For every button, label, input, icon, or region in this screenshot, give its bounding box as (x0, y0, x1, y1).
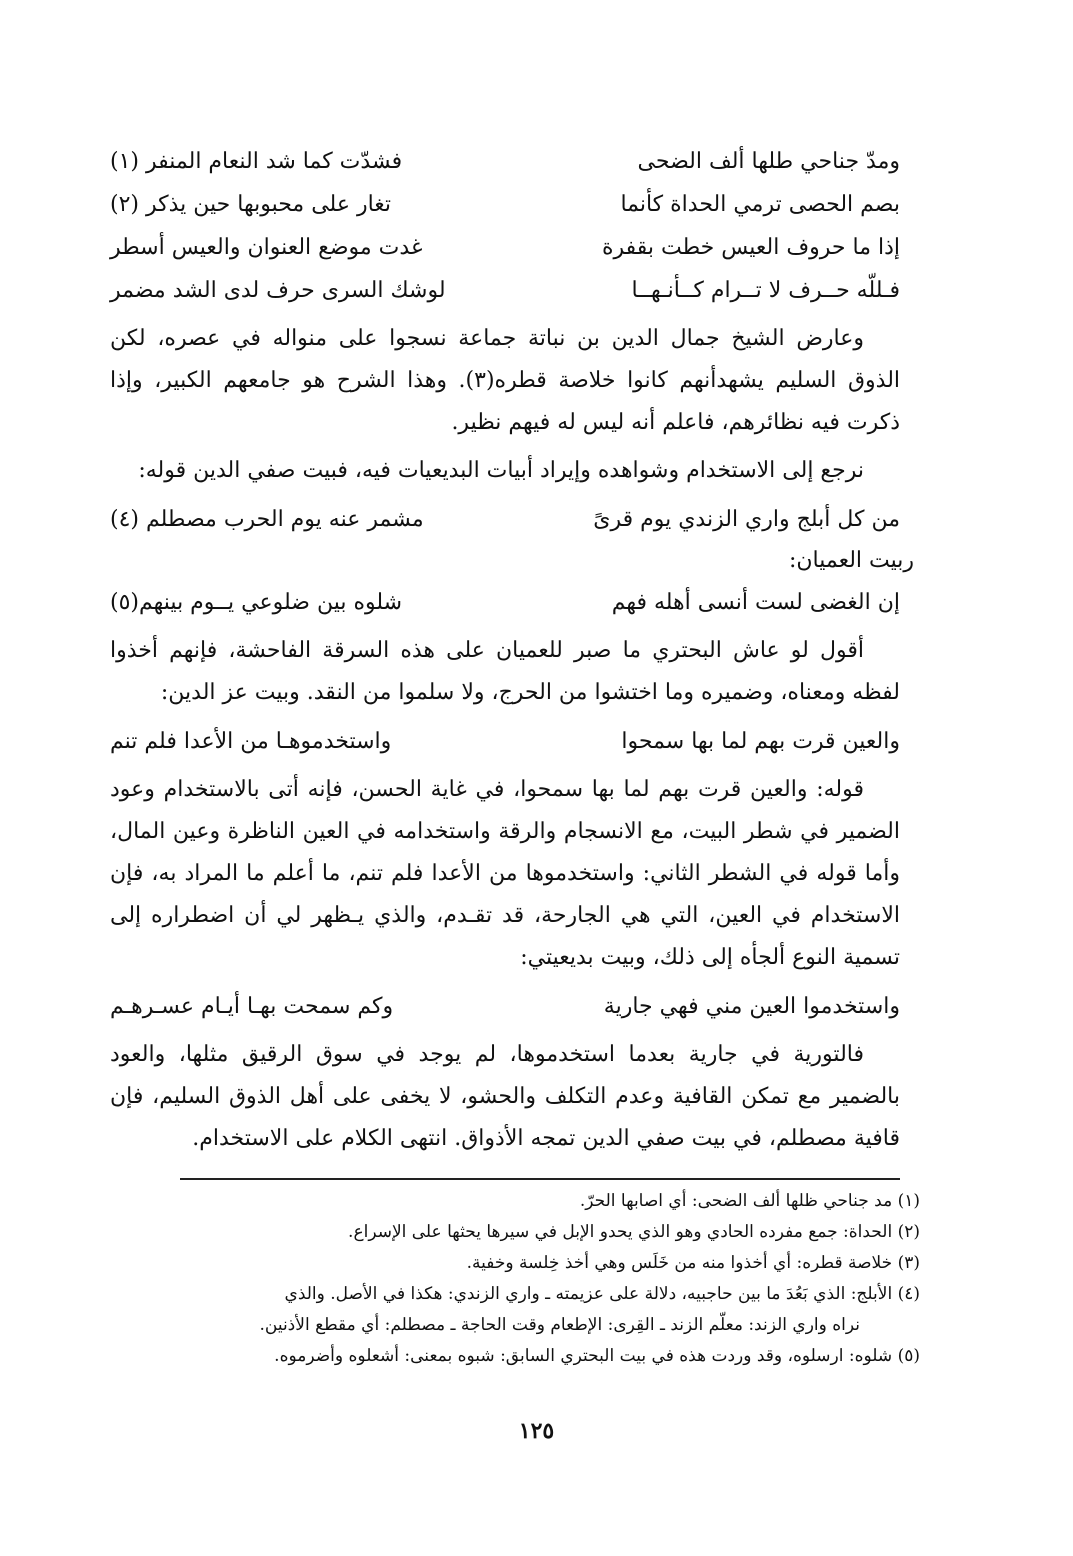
paragraph-conclusion: فالتورية في جارية بعدما استخدموها، لم يوجد في سوق الرقيق مثلها، والعود بالضمير مع تمكن القافية وعدم التكلف والحشو، لا يخفى على أهل الذوق السليم، فإن قافية مصطلم، في بيت صفي الدين تمجه الأذواق. انتهى الكلام على الاستخدام. (110, 1042, 900, 1151)
verse-line (110, 140, 900, 183)
paragraph-buhturi: أقول لو عاش البحتري ما صبر للعميان على هذه السرقة الفاحشة، فإنهم أخذوا لفظه ومعناه، وضميره وما اختشوا من الحرج، ولا سلموا من النقد. وبيت عز الدين: (110, 638, 900, 705)
verse-first-hemistich: ومدّ جناحي طلها ألف الضحى (637, 149, 900, 174)
verse-author (110, 985, 900, 1028)
paragraph-ibn-nubata: وعارض الشيخ جمال الدين بن نباتة جماعة نسجوا على منواله في عصره، لكن الذوق السليم يشهدأنهم كانوا خلاصة قطره(٣). وهذا الشرح هو جامعهم الكبير، وإذا ذكرت فيه نظائرهم، فاعلم أنه ليس له فيهم نظير. (110, 326, 901, 435)
verse-umyan (110, 581, 900, 624)
verse-second-hemistich: تغار على محبوبها حين يذكر (٢) (110, 192, 392, 217)
verse-block-top (110, 140, 900, 312)
verse-safi-al-din (110, 498, 900, 541)
verse-first-hemistich: إذا ما حروف العيس خطت بقفرة (601, 235, 900, 260)
verse-first-hemistich: فـللّه حــرف لا تــرام كــأنـهــا (631, 278, 900, 303)
verse-second-hemistich: وكم سمحت بهـا أيـام عسـرهـم (110, 994, 394, 1019)
verse-second-hemistich: غدت موضع العنوان والعيس أسطر (110, 235, 423, 260)
page-body (110, 140, 914, 1166)
verse-second-hemistich: فشدّت كما شد النعام المنفر (١) (110, 149, 403, 174)
verse-line (110, 183, 900, 226)
footnote-divider (180, 1178, 900, 1180)
verse-first-hemistich: إن الغضى لست أنسى أهله فهم (611, 590, 900, 615)
verse-first-hemistich: بصم الحصى ترمي الحداة كأنما (620, 192, 900, 217)
footnotes (160, 1186, 920, 1372)
verse-second-hemistich: شلوه بين ضلوعي يــوم بينهم(٥) (110, 590, 403, 615)
footnote-2: (٢) الحداة: جمع مفرده الحادي وهو الذي يحدو الإبل في سيرها يحثها على الإسراع. (348, 1222, 920, 1242)
verse-first-hemistich: من كل أبلج واري الزندي يوم قرىً (593, 507, 900, 532)
paragraph-commentary: قوله: والعين قرت بهم لما بها سمحوا، في غاية الحسن، فإنه أتى بالاستخدام وعود الضمير في شطر البيت، مع الانسجام والرقة واستخدامه في العين الناظرة وعين المال، وأما قوله في الشطر الثاني: واستخدموها من الأعدا فلم تنم، ما أعلم ما المراد به، فإن الاستخدام في العين، التي هي الجارحة، قد تقـدم، والذي يـظهر لي أن اضطراره إلى تسمية النوع ألجأه إلى ذلك، وبيت بديعيتي: (110, 777, 901, 970)
verse-first-hemistich: والعين قرت بهم لما بها سمحوا (621, 729, 900, 754)
verse-second-hemistich: واستخدموهـا من الأعدا فلم تنم (110, 729, 392, 754)
footnote-3: (٣) خلاصة قطره: أي أخذوا منه من خَلَس وهي أخذ خِلسة وخفية. (466, 1253, 920, 1273)
label-umyan: ربيت العميان: (788, 548, 914, 573)
verse-first-hemistich: واستخدموا العين مني فهي جارية (603, 994, 900, 1019)
footnote-4-continued: نراه واري الزند: معلّم الزند ـ القِرى: الإطعام وقت الحاجة ـ مصطلم: أي مقطع الأذنين. (259, 1315, 860, 1335)
verse-izz-al-din (110, 720, 900, 763)
verse-second-hemistich: لوشك السرى حرف لدى الشد مضمر (110, 278, 446, 303)
page-number: ١٢٥ (518, 1418, 555, 1444)
footnote-1: (١) مد جناحي ظلها ألف الضحى: أي اصابها الحرّ. (579, 1191, 920, 1211)
footnote-4: (٤) الأبلج: الذي بَعُدَ ما بين حاجبيه، دلالة على عزيمته ـ واري الزندي: هكذا في الأصل. والذي (284, 1284, 920, 1304)
footnote-5: (٥) شلوه: ارسلوه، وقد وردت هذه في بيت البحتري السابق: شبوه بمعنى: أشعلوه وأضرموه. (274, 1346, 920, 1366)
verse-second-hemistich: مشمر عنه يوم الحرب مصطلم (٤) (110, 507, 424, 532)
paragraph-istikhdam-intro: نرجع إلى الاستخدام وشواهده وإيراد أبيات البديعيات فيه، فبيت صفي الدين قوله: (138, 458, 864, 483)
verse-line (110, 226, 900, 269)
verse-line (110, 269, 900, 312)
